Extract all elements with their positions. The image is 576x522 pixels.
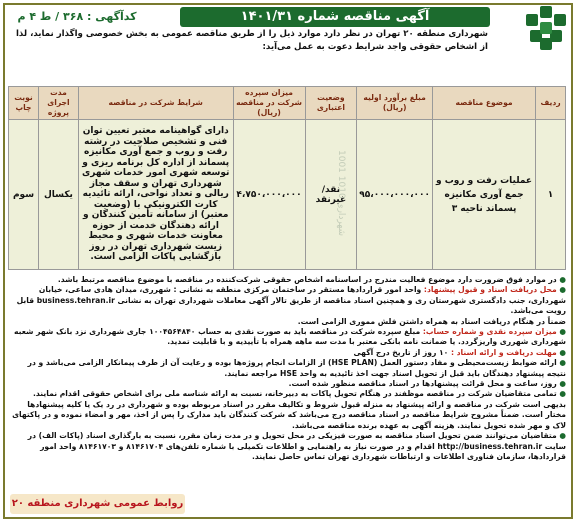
note-label: میزان سپرده نقدی و شماره حساب: [422, 327, 557, 337]
note-item [10, 285, 566, 316]
ad-title: آگهی مناقصه شماره ۱۴۰۱/۳۱ [180, 7, 490, 27]
cell-duration: یکسال [39, 120, 79, 270]
cell-conditions: دارای گواهینامه معتبر تعیین توان فنی و تشخیص صلاحیت در رشته رفت و روب و جمع آوری مکانیزه پسماند از اداره کل برنامه ریزی و توسعه شهری امور خدمات شهری شهرداری تهران و سقف مجاز ریالی و تعداد نواحی، ارائه تائیدیه کارت الکترونیکی با (وضعیت معتبر) از سامانه تأمین کنندگان و ارائه دهندگان خدمت از حوزه معاونت خدمات شهری و محیط زیست شهرداری تهران در روز بازگشایی پاکات الزامی است. [78, 120, 233, 270]
note-text: متقاضیان می‌توانند ضمن تحویل اسناد مناقصه به صورت فیزیکی در محل تحویل و در مدت زمان مقرر، نسبت به بارگذاری اسناد (پاکات الف) در سایت http://business.tehran.ir اقدام و در صورت نیاز به راهنمایی و اطلاعات تکمیلی با شماره تلفن‌های ۸۱۴۶۱۷۰۴ و ۸۱۴۶۱۷۰۳ واحد امور قراردادها، سازمان فناوری اطلاعات و ارتباطات شهرداری تهران تماس حاصل نمایند. [27, 431, 566, 461]
note-text: تمامی متقاضیان شرکت در مناقصه موظفند در هنگام تحویل پاکات به دبیرخانه، نسبت به ارائه شناسه ملی برای اشخاص حقوقی اقدام نمایند. بدیهی است شرکت در مناقصه و ارائه پیشنهاد به منزله قبول شروط و تکالیف مقرر در اسناد مربوطه بوده و شهرداری در رد یک یا کلیه پیشنهادها مختار است. ضمناً مشروح شرایط مناقصه در اسناد مناقصه درج می‌باشد که شرکت کنندگان باید مدارک را پس از اخذ، مهر و امضاء نموده و در پاکتهای لاک و مهر شده تحویل نمایند. هزینه آگهی به عهده برنده مناقصه می‌باشد. [12, 389, 566, 430]
cell-deposit: ۴،۷۵۰،۰۰۰،۰۰۰ [233, 120, 305, 270]
note-label: محل دریافت اسناد و قبول پیشنهاد: [423, 285, 557, 295]
cell-budget: ۹۵،۰۰۰،۰۰۰،۰۰۰ [357, 120, 433, 270]
cell-print: سوم [9, 120, 39, 270]
note-item [10, 348, 566, 358]
bullet-icon: ● [556, 285, 566, 295]
note-text: روز، ساعت و محل قرائت پیشنهادها در اسناد مناقصه منظور شده است. [288, 379, 557, 389]
note-text: ۱۰ روز از تاریخ درج آگهی [353, 347, 451, 357]
col-print: نوبت چاپ [9, 87, 39, 120]
watermark-stamp: 1001 1010 شهرداری [336, 150, 346, 237]
footer-public-relations: روابط عمومی شهرداری منطقه ۲۰ [10, 494, 185, 514]
note-label: مهلت دریافت و ارائه اسناد : [450, 347, 557, 357]
bullet-icon: ● [556, 347, 566, 357]
col-credit: وضعیت اعتباری [305, 87, 357, 120]
col-deposit: میزان سپرده شرکت در مناقصه (ریال) [233, 87, 305, 120]
col-conditions: شرایط شرکت در مناقصه [78, 87, 233, 120]
ad-code: کدآگهی : ۳۶۸ / ط ۴ م [17, 10, 137, 23]
cell-credit: نقد/غیرنقد [305, 120, 357, 270]
bullet-icon: ● [556, 327, 566, 337]
header [6, 6, 570, 28]
note-item [10, 358, 566, 379]
note-text: ارائه ضوابط زیست‌محیطی و مفاد دستور العمل (HSE PLAN) از الزامات انجام پروژه‌ها بوده و رعایت آن از طرف پیمانکار الزامی می‌باشد و در نتیجه پیشنهاد دهندگان باید قبل از تحویل اسناد جهت اخذ تائیدیه به واحد HSE مراجعه نمایند. [27, 358, 566, 378]
col-duration: مدت اجرای پروژه [39, 87, 79, 120]
tender-table [8, 86, 566, 270]
bullet-icon: ● [556, 379, 566, 389]
col-budget: مبلغ برآورد اولیه (ریال) [357, 87, 433, 120]
table-header-row [9, 87, 566, 120]
note-text: مبلغ سپرده شرکت در مناقصه باید به صورت نقدی به حساب ۱۰۰۴۵۶۴۸۴۰ جاری شهرداری نزد بانک شهر شعبه شهرداری شهرری واریزگردد. یا ضمانت نامه بانکی معتبر با مدت سه ماهه همراه با تأییدیه و با قابلیت تمدید. [14, 327, 566, 347]
notes-section [10, 275, 566, 462]
cell-subject: عملیات رفت و روب و جمع آوری مکانیزه پسماند ناحیه ۳ [432, 120, 535, 270]
cell-row: ۱ [536, 120, 566, 270]
bullet-icon: ● [556, 275, 566, 284]
bullet-icon: ● [556, 358, 566, 368]
note-text: ضمناً در هنگام دریافت اسناد به همراه داشتن فلش مموری الزامی است. [297, 316, 566, 326]
col-row: ردیف [536, 87, 566, 120]
note-item [10, 327, 566, 348]
note-item [10, 379, 566, 389]
note-text: در موارد فوق ضرورت دارد موضوع فعالیت مندرج در اساسنامه اشخاص حقوقی شرکت‌کننده در مناقصه با موضوع مناقصه مرتبط باشد. [57, 275, 557, 284]
note-item [10, 431, 566, 462]
note-text: واحد امور قراردادها مستقر در ساختمان مرکزی منطقه به نشانی : شهرری، میدان هادی ساعی، خیابان شهرداری، جنب دادگستری شهرستان ری و همچنین اسناد مناقصه از طریق تالار آگهی معاملات شهرداری تهران به نشانی business.tehran.ir قابل رویت می‌باشد. [16, 285, 566, 316]
bullet-icon: ● [556, 389, 566, 399]
note-item [10, 317, 566, 327]
tehran-municipality-logo-icon [520, 4, 572, 52]
intro-paragraph: شهرداری منطقه ۲۰ تهران در نظر دارد موارد ذیل را از طریق مناقصه عمومی به بخش خصوصی واگذار نماید، لذا از اشخاص حقوقی واجد شرایط دعوت به عمل می‌آید: [15, 29, 488, 52]
note-item [10, 389, 566, 431]
bullet-icon: ● [556, 431, 566, 441]
table-row [9, 120, 566, 270]
col-subject: موضوع مناقصه [432, 87, 535, 120]
note-item [10, 275, 566, 285]
